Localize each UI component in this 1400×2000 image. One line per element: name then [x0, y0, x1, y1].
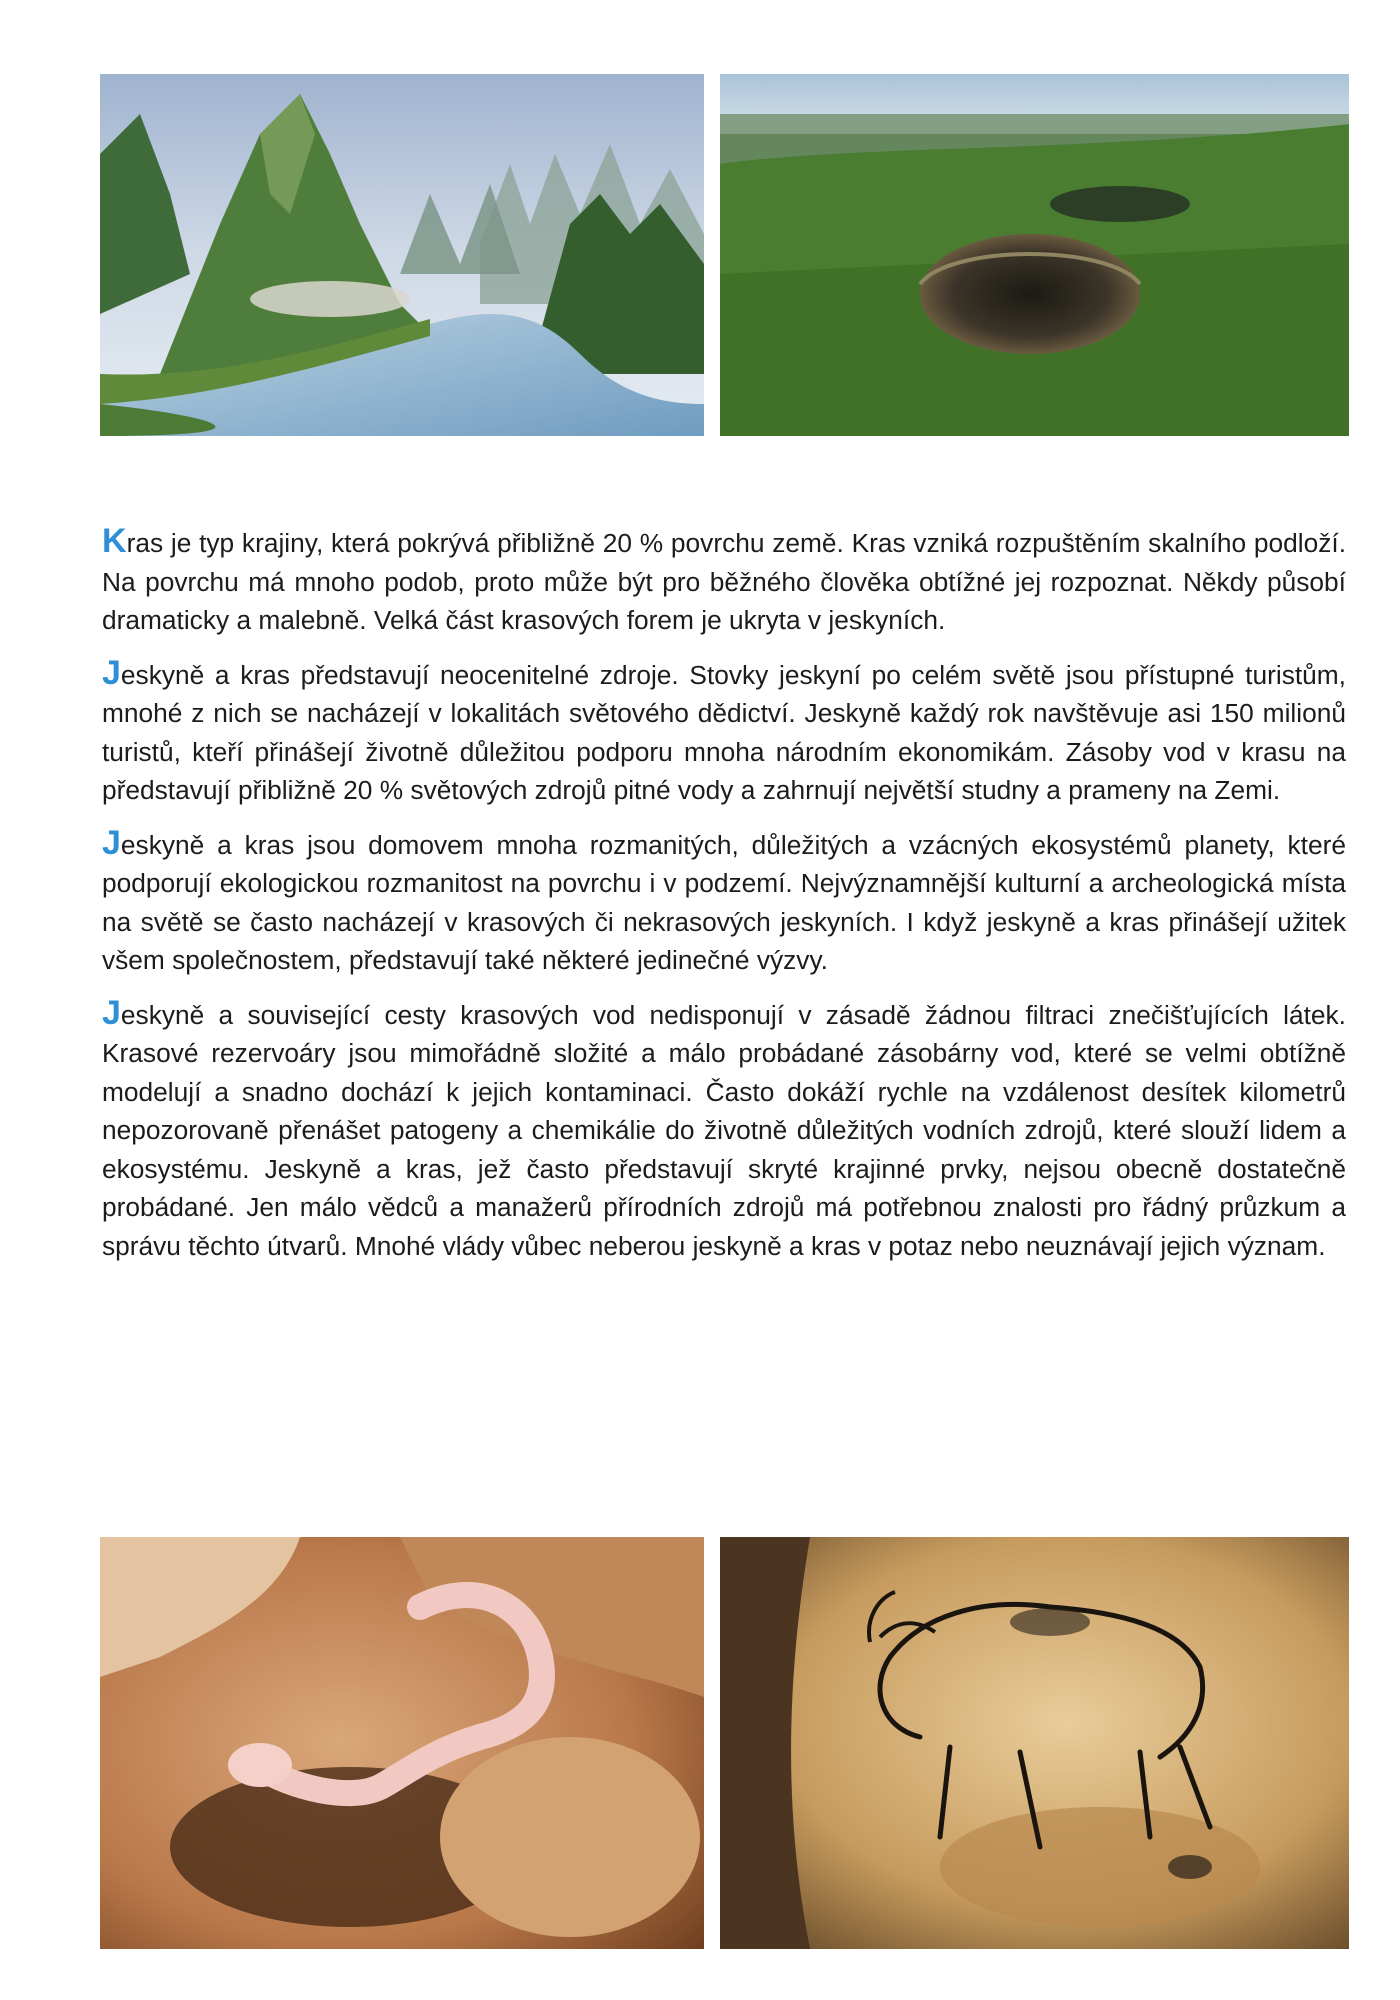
paragraph-body: eskyně a kras představují neocenitelné zdroje. Stovky jeskyní po celém světě jsou přístupné turistům, mnohé z nich se nacházejí v lokalitách světového dědictví. Jeskyně každý rok navštěvuje asi 150 milionů turistů, kteří přinášejí životně důležitou podporu mnoha národním ekonomikám. Zásoby vod v krasu na představují přibližně 20 % světových zdrojů pitné vody a zahrnují největší studny a prameny na Zemi. [102, 659, 1346, 805]
cave-bison-painting-photo [720, 1537, 1349, 1949]
drop-cap-initial: J [102, 823, 121, 862]
paragraph-4 [102, 993, 1346, 1266]
paragraph-1 [102, 524, 1346, 640]
cave-olm-salamander-photo [100, 1537, 704, 1949]
drop-cap-initial: J [102, 993, 121, 1032]
paragraph-2 [102, 653, 1346, 810]
drop-cap-initial: K [102, 522, 127, 560]
drop-cap-initial: J [102, 653, 121, 692]
paragraph-3 [102, 823, 1346, 980]
forest-sinkhole-aerial-photo [720, 74, 1349, 436]
paragraph-body: eskyně a související cesty krasových vod nedisponují v zásadě žádnou filtraci znečišťujících látek. Krasové rezervoáry jsou mimořádně složité a málo probádané zásobárny vod, které se velmi obtížně modelují a snadno dochází k jejich kontaminaci. Často dokáží rychle na vzdálenost desítek kilometrů nepozorovaně přenášet patogeny a chemikálie do životně důležitých vodních zdrojů, které slouží lidem a ekosystému. Jeskyně a kras, jež často představují skryté krajinné prvky, nejsou obecně dostatečně probádané. Jen málo vědců a manažerů přírodních zdrojů má potřebnou znalosti pro řádný průzkum a správu těchto útvarů. Mnohé vlády vůbec neberou jeskyně a kras v potaz nebo neuznávají jejich význam. [102, 999, 1346, 1261]
paragraph-body: ras je typ krajiny, která pokrývá přibližně 20 % povrchu země. Kras vzniká rozpuštěním skalního podloží. Na povrchu má mnoho podob, proto může být pro běžného člověka obtížné jej rozpoznat. Někdy působí dramaticky a malebně. Velká část krasových forem je ukryta v jeskyních. [102, 528, 1346, 635]
karst-river-landscape-photo [100, 74, 704, 436]
paragraph-body: eskyně a kras jsou domovem mnoha rozmanitých, důležitých a vzácných ekosystémů planety, které podporují ekologickou rozmanitost na povrchu i v podzemí. Nejvýznamnější kulturní a archeologická místa na světě se často nacházejí v krasových či nekrasových jeskyních. I když jeskyně a kras přinášejí užitek všem společnostem, představují také některé jedinečné výzvy. [102, 829, 1346, 975]
article-text [102, 524, 1346, 1281]
